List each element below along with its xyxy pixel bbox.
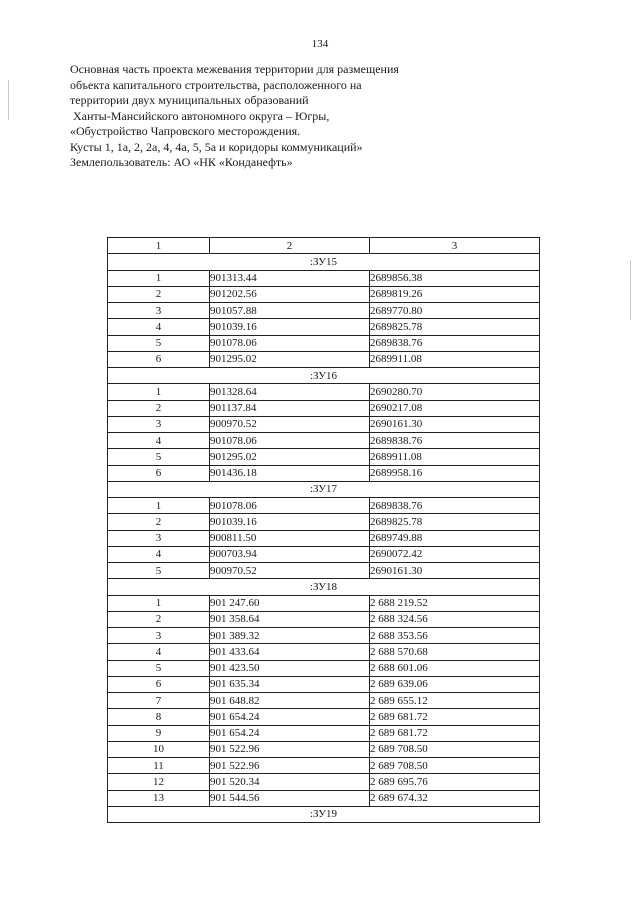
table-row xyxy=(108,725,540,741)
y-coordinate: 2689825.78 xyxy=(370,319,540,335)
x-coordinate: 900703.94 xyxy=(210,546,370,562)
table-header-row xyxy=(108,238,540,254)
y-coordinate: 2689856.38 xyxy=(370,270,540,286)
table-row xyxy=(108,270,540,286)
y-coordinate: 2 689 639.06 xyxy=(370,676,540,692)
y-coordinate: 2689825.78 xyxy=(370,514,540,530)
heading-line: Землепользователь: АО «НК «Конданефть» xyxy=(70,155,293,169)
x-coordinate: 901 423.50 xyxy=(210,660,370,676)
heading-line: территории двух муниципальных образований xyxy=(70,93,309,107)
table-row xyxy=(108,514,540,530)
point-number: 11 xyxy=(108,758,210,774)
column-header-number: 1 xyxy=(108,238,210,254)
y-coordinate: 2690161.30 xyxy=(370,563,540,579)
table-row xyxy=(108,741,540,757)
y-coordinate: 2689838.76 xyxy=(370,335,540,351)
table-row xyxy=(108,595,540,611)
point-number: 3 xyxy=(108,416,210,432)
section-row xyxy=(108,254,540,270)
y-coordinate: 2 688 353.56 xyxy=(370,628,540,644)
x-coordinate: 901078.06 xyxy=(210,335,370,351)
y-coordinate: 2 689 674.32 xyxy=(370,790,540,806)
point-number: 5 xyxy=(108,449,210,465)
y-coordinate: 2 688 570.68 xyxy=(370,644,540,660)
table-row xyxy=(108,644,540,660)
point-number: 4 xyxy=(108,546,210,562)
x-coordinate: 901295.02 xyxy=(210,449,370,465)
y-coordinate: 2690217.08 xyxy=(370,400,540,416)
y-coordinate: 2 688 601.06 xyxy=(370,660,540,676)
x-coordinate: 900811.50 xyxy=(210,530,370,546)
table-row xyxy=(108,660,540,676)
y-coordinate: 2689911.08 xyxy=(370,351,540,367)
table-row xyxy=(108,498,540,514)
point-number: 4 xyxy=(108,644,210,660)
y-coordinate: 2 688 324.56 xyxy=(370,611,540,627)
heading-line: Ханты-Мансийского автономного округа – Югры, xyxy=(70,108,330,123)
table-row xyxy=(108,433,540,449)
x-coordinate: 901 648.82 xyxy=(210,693,370,709)
page-number: 134 xyxy=(311,38,329,50)
table-row xyxy=(108,319,540,335)
x-coordinate: 901078.06 xyxy=(210,433,370,449)
table-row xyxy=(108,563,540,579)
x-coordinate: 901202.56 xyxy=(210,286,370,302)
y-coordinate: 2 689 708.50 xyxy=(370,758,540,774)
column-header-y: 3 xyxy=(370,238,540,254)
point-number: 2 xyxy=(108,514,210,530)
point-number: 5 xyxy=(108,660,210,676)
section-row xyxy=(108,368,540,384)
x-coordinate: 901313.44 xyxy=(210,270,370,286)
section-row xyxy=(108,579,540,595)
heading-line: «Обустройство Чапровского месторождения. xyxy=(70,124,301,138)
x-coordinate: 901 654.24 xyxy=(210,725,370,741)
point-number: 3 xyxy=(108,530,210,546)
table-row xyxy=(108,628,540,644)
x-coordinate: 901078.06 xyxy=(210,498,370,514)
x-coordinate: 901 522.96 xyxy=(210,741,370,757)
x-coordinate: 901 520.34 xyxy=(210,774,370,790)
table-row xyxy=(108,676,540,692)
table-row xyxy=(108,774,540,790)
y-coordinate: 2690161.30 xyxy=(370,416,540,432)
table-row xyxy=(108,611,540,627)
x-coordinate: 901 358.64 xyxy=(210,611,370,627)
x-coordinate: 901436.18 xyxy=(210,465,370,481)
coordinates-table xyxy=(107,237,540,823)
point-number: 5 xyxy=(108,563,210,579)
x-coordinate: 901137.84 xyxy=(210,400,370,416)
table-row xyxy=(108,384,540,400)
section-row xyxy=(108,481,540,497)
section-label: :ЗУ15 xyxy=(108,254,540,270)
x-coordinate: 901039.16 xyxy=(210,319,370,335)
table-row xyxy=(108,400,540,416)
y-coordinate: 2689770.80 xyxy=(370,303,540,319)
table-row xyxy=(108,416,540,432)
y-coordinate: 2 688 219.52 xyxy=(370,595,540,611)
point-number: 13 xyxy=(108,790,210,806)
heading-line: объекта капитального строительства, расположенного на xyxy=(70,77,362,92)
table-row xyxy=(108,303,540,319)
table-row xyxy=(108,286,540,302)
point-number: 2 xyxy=(108,400,210,416)
section-label: :ЗУ18 xyxy=(108,579,540,595)
x-coordinate: 901 433.64 xyxy=(210,644,370,660)
y-coordinate: 2 689 708.50 xyxy=(370,741,540,757)
y-coordinate: 2 689 695.76 xyxy=(370,774,540,790)
point-number: 2 xyxy=(108,286,210,302)
table-row xyxy=(108,790,540,806)
point-number: 6 xyxy=(108,676,210,692)
table-row xyxy=(108,709,540,725)
x-coordinate: 901 389.32 xyxy=(210,628,370,644)
point-number: 1 xyxy=(108,270,210,286)
x-coordinate: 901039.16 xyxy=(210,514,370,530)
y-coordinate: 2689911.08 xyxy=(370,449,540,465)
table-row xyxy=(108,546,540,562)
point-number: 4 xyxy=(108,319,210,335)
document-heading xyxy=(70,62,430,171)
point-number: 1 xyxy=(108,384,210,400)
table-row xyxy=(108,693,540,709)
table-row xyxy=(108,465,540,481)
x-coordinate: 901295.02 xyxy=(210,351,370,367)
y-coordinate: 2 689 681.72 xyxy=(370,709,540,725)
point-number: 3 xyxy=(108,303,210,319)
point-number: 9 xyxy=(108,725,210,741)
section-label: :ЗУ19 xyxy=(108,806,540,822)
heading-line: Основная часть проекта межевания территории для размещения xyxy=(70,62,399,76)
table-row xyxy=(108,530,540,546)
x-coordinate: 901 522.96 xyxy=(210,758,370,774)
table-row xyxy=(108,758,540,774)
point-number: 1 xyxy=(108,595,210,611)
x-coordinate: 901057.88 xyxy=(210,303,370,319)
table-row xyxy=(108,449,540,465)
point-number: 1 xyxy=(108,498,210,514)
right-margin-mark xyxy=(630,260,631,320)
x-coordinate: 901 654.24 xyxy=(210,709,370,725)
y-coordinate: 2 689 681.72 xyxy=(370,725,540,741)
table-row xyxy=(108,335,540,351)
point-number: 10 xyxy=(108,741,210,757)
point-number: 5 xyxy=(108,335,210,351)
section-label: :ЗУ17 xyxy=(108,481,540,497)
section-row xyxy=(108,806,540,822)
left-margin-mark xyxy=(8,80,9,120)
x-coordinate: 901 635.34 xyxy=(210,676,370,692)
y-coordinate: 2690072.42 xyxy=(370,546,540,562)
y-coordinate: 2689749.88 xyxy=(370,530,540,546)
point-number: 4 xyxy=(108,433,210,449)
x-coordinate: 901328.64 xyxy=(210,384,370,400)
y-coordinate: 2690280.70 xyxy=(370,384,540,400)
table-row xyxy=(108,351,540,367)
y-coordinate: 2 689 655.12 xyxy=(370,693,540,709)
y-coordinate: 2689838.76 xyxy=(370,498,540,514)
point-number: 3 xyxy=(108,628,210,644)
point-number: 12 xyxy=(108,774,210,790)
section-label: :ЗУ16 xyxy=(108,368,540,384)
y-coordinate: 2689838.76 xyxy=(370,433,540,449)
point-number: 8 xyxy=(108,709,210,725)
x-coordinate: 900970.52 xyxy=(210,416,370,432)
x-coordinate: 900970.52 xyxy=(210,563,370,579)
y-coordinate: 2689958.16 xyxy=(370,465,540,481)
y-coordinate: 2689819.26 xyxy=(370,286,540,302)
x-coordinate: 901 247.60 xyxy=(210,595,370,611)
point-number: 6 xyxy=(108,465,210,481)
point-number: 2 xyxy=(108,611,210,627)
point-number: 6 xyxy=(108,351,210,367)
heading-line: Кусты 1, 1а, 2, 2а, 4, 4а, 5, 5а и коридоры коммуникаций» xyxy=(70,139,363,154)
point-number: 7 xyxy=(108,693,210,709)
x-coordinate: 901 544.56 xyxy=(210,790,370,806)
column-header-x: 2 xyxy=(210,238,370,254)
